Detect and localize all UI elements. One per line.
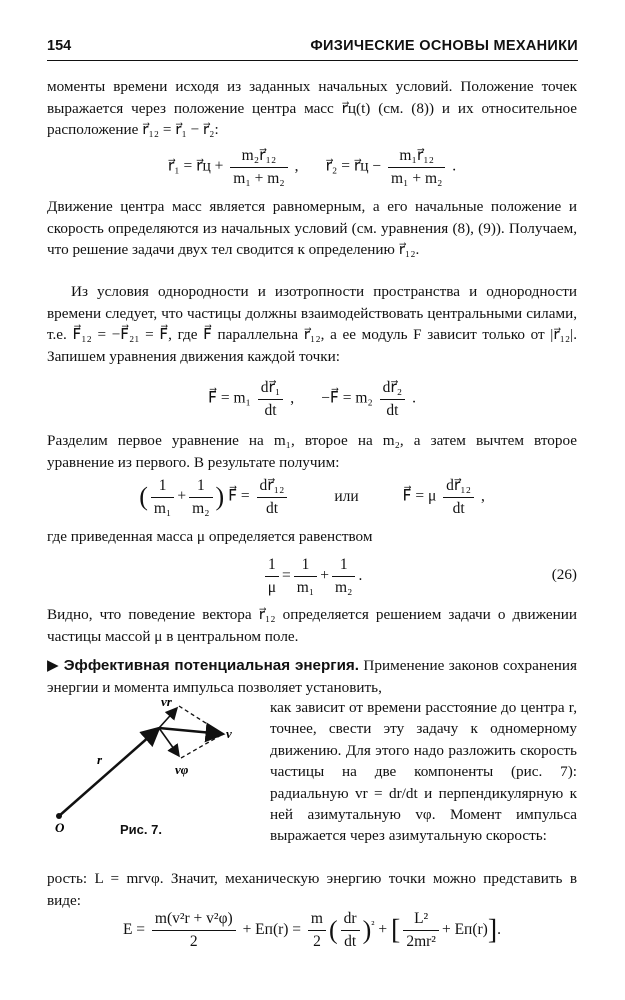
eq5-f3-num: dr <box>341 910 360 931</box>
eq3-or: или <box>334 487 359 505</box>
section-marker: ▶ <box>47 657 60 674</box>
eq1-frac2-num: m₁r⃗₁₂ <box>388 146 445 168</box>
radial-component <box>159 708 177 728</box>
eq5-lparen: ( <box>328 915 338 945</box>
eq3-a-den: m₁ <box>153 499 172 517</box>
label-vphi: vφ <box>175 762 189 777</box>
figure-caption: Рис. 7. <box>120 822 162 837</box>
eq1-frac1-num: m₂r⃗₁₂ <box>230 146 287 168</box>
eq3-frac-c <box>257 476 288 518</box>
equation-number: (26) <box>551 566 577 583</box>
running-title: ФИЗИЧЕСКИЕ ОСНОВЫ МЕХАНИКИ <box>310 38 578 54</box>
eq5-rbracket: ] <box>487 914 498 946</box>
origin-point <box>56 813 62 819</box>
eq4-c-num: 1 <box>332 556 355 577</box>
velocity-vector <box>159 728 223 734</box>
eq1-fraction-2 <box>388 146 445 188</box>
label-r: r⃗ <box>97 752 113 767</box>
eq5-tail: + Eп(r) <box>441 921 488 939</box>
eq2-frac2-num: dr⃗₂ <box>380 378 406 400</box>
eq5-rparen: ) <box>362 915 372 945</box>
eq1-fraction-1 <box>230 146 287 188</box>
eq3-d-num: dr⃗₁₂ <box>443 476 474 498</box>
eq1-left: r⃗₁ = r⃗ц + <box>167 157 224 175</box>
paragraph-4: Разделим первое уравнение на m₁, второе на m₂, а затем вычтем второе уравнение из первого. В результате получим: <box>47 432 577 471</box>
eq1-frac2-den: m₁ + m₂ <box>391 170 443 187</box>
eq2-fraction-1 <box>258 378 284 420</box>
eq3-frac-a <box>151 477 174 518</box>
section-title: Эффективная потенциальная энергия. <box>63 657 359 674</box>
eq5-plus: + <box>378 921 388 939</box>
eq5-frac-2 <box>308 910 326 951</box>
eq3-b-den: m₂ <box>192 499 210 517</box>
eq1-end: . <box>452 157 457 175</box>
eq5-f4-den: 2mr² <box>406 933 436 950</box>
label-o: O <box>55 820 65 835</box>
eq5-f1-den: 2 <box>189 933 198 950</box>
paragraph-5: где приведенная масса μ определяется равенством <box>47 528 373 545</box>
eq4-frac-c <box>332 556 355 597</box>
eq3-frac-d <box>443 476 474 518</box>
eq4-a-den: μ <box>267 579 276 596</box>
eq5-f1-num: m(v²r + v²φ) <box>152 910 236 931</box>
paragraph-7: рость: L = mrvφ. Значит, механическую энергию точки можно представить в виде: <box>47 870 577 909</box>
paragraph-6: Видно, что поведение вектора r⃗₁₂ определяется решением задачи о движении частицы массой μ в центральном поле. <box>47 606 577 645</box>
eq5-frac-4 <box>403 910 439 951</box>
equation-energy <box>47 910 577 951</box>
eq1-frac1-den: m₁ + m₂ <box>233 170 285 187</box>
eq2-frac2-den: dt <box>386 402 399 419</box>
eq4-b-den: m₁ <box>296 579 315 596</box>
paragraph-3: Из условия однородности и изотропности пространства и однородности времени следует, что частицы должны взаимодействовать центральными силами, т.е. F⃗₁₂ = −F⃗₂₁ = F⃗, где F⃗ параллельна r⃗₁₂, а ее модуль F зависит только от |r⃗₁₂|. Запишем уравнения движения каждой точки: <box>47 283 577 365</box>
eq5-e: E = <box>122 921 146 939</box>
eq3-frac-b <box>189 477 212 518</box>
eq5-lbracket: [ <box>391 914 401 946</box>
equation-reduced-mass: $\frac{1}{\mu}$ = $\frac{1}{\text{m₁}}$ + $\frac{1}{\text{m₂}}$ . <box>47 556 577 597</box>
eq3-c-den: dt <box>265 500 279 517</box>
eq3-a-num: 1 <box>151 477 174 498</box>
eq3-rparen: ) <box>215 482 225 511</box>
eq5-frac-3 <box>341 910 360 951</box>
eq2-fraction-2 <box>380 378 406 420</box>
eq5-f2-den: 2 <box>313 933 321 950</box>
section-text: Применение законов сохранения энергии и момента импульса позволяет установить, <box>47 657 577 696</box>
azimuthal-component <box>159 728 179 756</box>
eq3-lparen: ( <box>139 482 148 511</box>
eq5-plus-en: + Eп(r) = <box>242 921 302 939</box>
eq5-frac-1 <box>152 910 236 951</box>
equation-positions <box>47 146 577 188</box>
eq2-left: F⃗ = m₁ <box>208 389 251 407</box>
eq4-frac-b <box>294 556 317 597</box>
eq2-frac1-den: dt <box>264 402 277 419</box>
paragraph-1: моменты времени исходя из заданных начальных условий. Положение точек выражается через положение центра масс r⃗ц(t) (см. (8)) и их относительное расположение r⃗₁₂ = r⃗₁ − r⃗₂: <box>47 78 577 138</box>
eq4-c-den: m₂ <box>334 579 353 596</box>
eq5-end: . <box>497 921 502 939</box>
page-header <box>47 36 578 61</box>
paragraph-2: Движение центра масс является равномерным, а его начальные положение и скорость определяются из начальных условий (см. уравнения (8), (9)). Получаем, что решение задачи двух тел сводится к определению r⃗₁₂. <box>47 198 577 258</box>
eq3-mid2: F⃗ = μ <box>402 487 437 505</box>
eq5-square: ² <box>371 918 375 931</box>
eq3-mid1: F⃗ = <box>228 487 250 505</box>
eq3-b-num: 1 <box>189 477 212 498</box>
eq4-b-num: 1 <box>294 556 317 577</box>
eq2-mid: , −F⃗ = m₂ <box>290 389 373 407</box>
label-v: v⃗ <box>226 726 242 741</box>
eq1-mid: , r⃗₂ = r⃗ц − <box>294 157 382 175</box>
eq3-end: , <box>480 487 485 505</box>
label-vr: vr <box>161 694 172 709</box>
page-number: 154 <box>47 38 72 54</box>
radius-vector <box>59 728 159 816</box>
eq5-f3-den: dt <box>344 933 357 950</box>
eq4-frac-a <box>265 556 279 597</box>
eq2-frac1-num: dr⃗₁ <box>258 378 284 400</box>
eq3-c-num: dr⃗₁₂ <box>257 476 288 498</box>
eq4-a-num: 1 <box>265 556 279 577</box>
equation-reduced: ( $\frac{1}{\text{m₁}}$ + $\frac{1}{\text{m₂}}$ ) F⃗ = $\frac{\text{dr⃗₁₂}}{dt}$ или F⃗ = μ $\frac{\text{dr⃗₁₂}}{dt}$ , <box>139 476 485 517</box>
eq5-f2-num: m <box>308 910 326 931</box>
wrapped-paragraph: как зависит от времени расстояние до центра r, точнее, свести эту задачу к одномерному движению. Для этого надо разложить скорость частицы на две компоненты (рис. 7): радиальную vr = dr/dt и перпендикулярную к ней азимутальную vφ. Момент импульса выражается через азимутальную скорость: <box>270 699 577 845</box>
eq2-end: . <box>412 389 416 407</box>
eq5-f4-num: L² <box>403 910 439 931</box>
equation-motion <box>47 378 577 420</box>
eq3-d-den: dt <box>452 500 465 517</box>
